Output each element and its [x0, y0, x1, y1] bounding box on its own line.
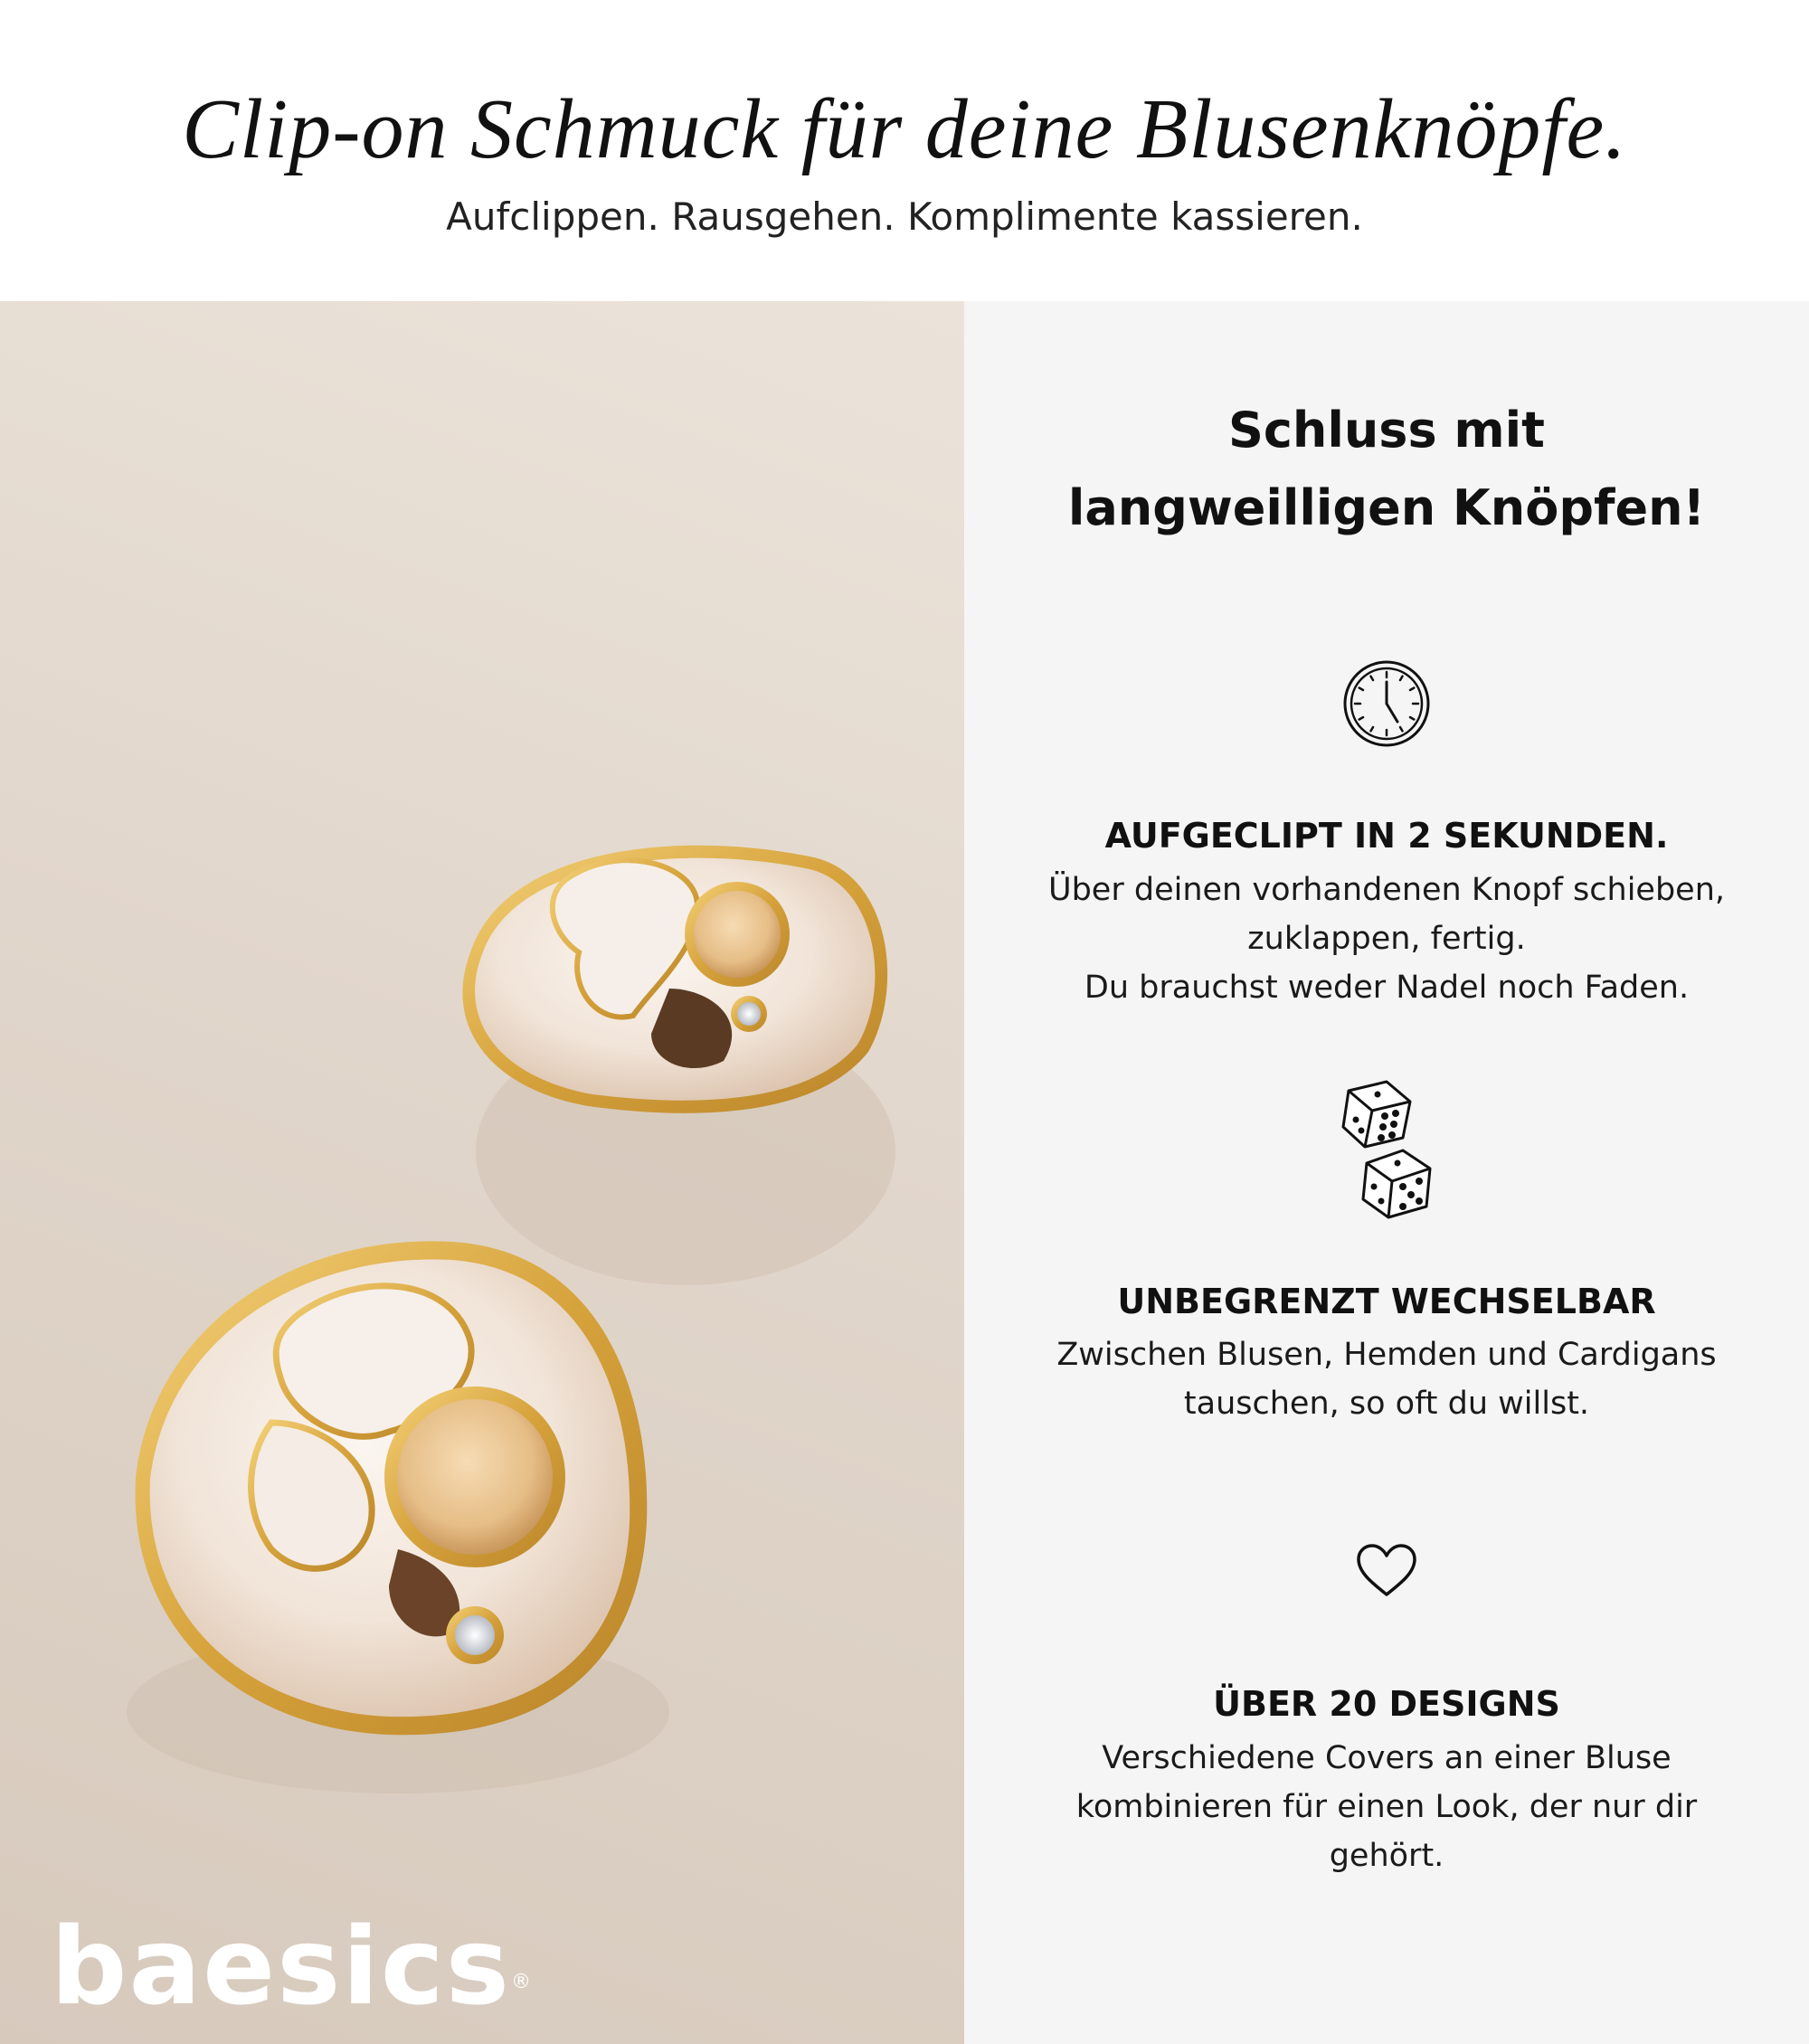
brand-logo — [51, 1904, 533, 2029]
dice-icon — [964, 1074, 1809, 1223]
feature-text-interchangeable — [1037, 1330, 1737, 1428]
panel-title-line-1: Schluss mit — [1228, 402, 1545, 459]
product-illustration — [0, 301, 964, 2044]
panel-title — [964, 392, 1809, 547]
feature-title-designs: ÜBER 20 DESIGNS — [1213, 1684, 1560, 1724]
registered-mark: ® — [511, 1971, 533, 1993]
feature-text-line: Über deinen vorhandenen Knopf schieben, — [1047, 872, 1726, 908]
feature-text-line: kombinieren für einen Look, der nur dir — [1075, 1789, 1698, 1825]
brand-logo-text: baesics — [51, 1904, 511, 2029]
feature-panel — [964, 301, 1809, 2044]
front-button-cover — [127, 1241, 669, 1793]
product-photo — [0, 301, 964, 2044]
headline: Clip-on Schmuck für deine Blusenknöpfe. — [182, 82, 1627, 176]
feature-title-quick-clip: AUFGECLIPT IN 2 SEKUNDEN. — [1104, 816, 1669, 856]
clock-icon — [964, 658, 1809, 752]
feature-text-line: Du brauchst weder Nadel noch Faden. — [1084, 970, 1690, 1006]
header — [0, 0, 1809, 301]
heart-icon — [964, 1542, 1809, 1604]
feature-text-designs — [1037, 1734, 1737, 1880]
feature-text-line: tauschen, so oft du willst. — [1183, 1386, 1590, 1422]
panel-title-line-2: langweilligen Knöpfen! — [1067, 479, 1706, 536]
feature-text-line: Zwischen Blusen, Hemden und Cardigans — [1056, 1337, 1717, 1373]
feature-text-line: Verschiedene Covers an einer Bluse — [1102, 1740, 1672, 1776]
feature-text-line: gehört. — [1329, 1838, 1444, 1874]
feature-text-quick-clip — [1037, 866, 1737, 1012]
subline: Aufclippen. Rausgehen. Komplimente kassieren. — [446, 194, 1363, 239]
feature-title-interchangeable: UNBEGRENZT WECHSELBAR — [1117, 1282, 1656, 1321]
feature-text-line: zuklappen, fertig. — [1247, 921, 1526, 957]
back-button-cover — [462, 846, 895, 1285]
